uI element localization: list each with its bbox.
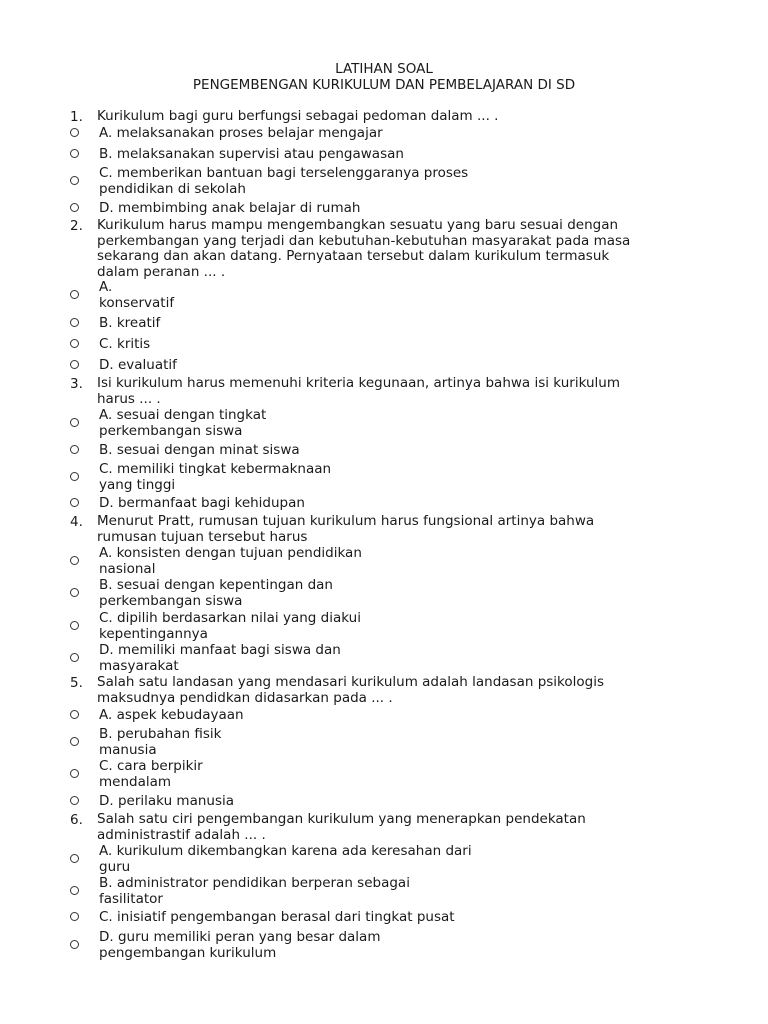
question-number: 3. [70,376,83,392]
question-number: 6. [70,812,83,828]
option-label: A. melaksanakan proses belajar mengajar [99,125,383,141]
option-radio[interactable] [70,418,79,427]
option-label: A. konservatif [99,279,175,311]
option-radio[interactable] [70,149,79,158]
option-radio[interactable] [70,498,79,507]
option-radio[interactable] [70,886,79,895]
question-number: 2. [70,218,83,234]
option-label: B. kreatif [99,315,161,331]
document-title: LATIHAN SOAL [335,61,433,77]
question-text: Isi kurikulum harus memenuhi kriteria kegunaan, artinya bahwa isi kurikulum harus ... . [97,375,620,407]
option-radio[interactable] [70,737,79,746]
option-radio[interactable] [70,621,79,630]
question-number: 1. [70,109,83,125]
option-label: B. administrator pendidikan berperan sebagai fasilitator [99,875,410,907]
option-radio[interactable] [70,556,79,565]
option-label: D. bermanfaat bagi kehidupan [99,495,305,511]
question-text: Kurikulum bagi guru berfungsi sebagai pedoman dalam ... . [97,108,499,124]
option-radio[interactable] [70,176,79,185]
question-number: 5. [70,675,83,691]
option-label: C. memiliki tingkat kebermaknaan yang tinggi [99,461,332,493]
option-label: D. perilaku manusia [99,793,235,809]
option-label: C. memberikan bantuan bagi terselenggaranya proses pendidikan di sekolah [99,165,469,197]
option-label: B. sesuai dengan kepentingan dan perkembangan siswa [99,577,333,609]
option-radio[interactable] [70,588,79,597]
option-radio[interactable] [70,472,79,481]
option-label: B. perubahan fisik manusia [99,726,222,758]
option-radio[interactable] [70,854,79,863]
option-label: B. sesuai dengan minat siswa [99,442,300,458]
question-text: Salah satu ciri pengembangan kurikulum yang menerapkan pendekatan administrastif adalah ... . [97,811,586,843]
question-text: Kurikulum harus mampu mengembangkan sesuatu yang baru sesuai dengan perkembangan yang terjadi dan kebutuhan-kebutuhan masyarakat pada masa sekarang dan akan datang. Pernyataan tersebut dalam kurikulum termasuk dalam peranan ... . [97,217,631,280]
option-label: D. membimbing anak belajar di rumah [99,200,361,216]
option-label: C. cara berpikir mendalam [99,758,203,790]
option-label: B. melaksanakan supervisi atau pengawasan [99,146,404,162]
option-label: A. konsisten dengan tujuan pendidikan nasional [99,545,362,577]
option-label: D. guru memiliki peran yang besar dalam pengembangan kurikulum [99,929,381,961]
option-radio[interactable] [70,360,79,369]
option-label: D. memiliki manfaat bagi siswa dan masyarakat [99,642,341,674]
question-text: Menurut Pratt, rumusan tujuan kurikulum harus fungsional artinya bahwa rumusan tujuan tersebut harus [97,513,595,545]
document-subtitle: PENGEMBENGAN KURIKULUM DAN PEMBELAJARAN DI SD [192,77,576,93]
option-radio[interactable] [70,796,79,805]
question-text: Salah satu landasan yang mendasari kurikulum adalah landasan psikologis maksudnya pendidkan didasarkan pada ... . [97,674,605,706]
option-label: A. sesuai dengan tingkat perkembangan siswa [99,407,267,439]
option-radio[interactable] [70,653,79,662]
option-label: D. evaluatif [99,357,177,373]
option-radio[interactable] [70,339,79,348]
option-radio[interactable] [70,128,79,137]
question-number: 4. [70,514,83,530]
option-radio[interactable] [70,912,79,921]
option-radio[interactable] [70,940,79,949]
option-radio[interactable] [70,290,79,299]
option-radio[interactable] [70,203,79,212]
option-radio[interactable] [70,710,79,719]
option-radio[interactable] [70,769,79,778]
option-label: A. kurikulum dikembangkan karena ada keresahan dari guru [99,843,472,875]
option-label: C. kritis [99,336,151,352]
option-label: C. inisiatif pengembangan berasal dari tingkat pusat [99,909,455,925]
option-radio[interactable] [70,318,79,327]
option-radio[interactable] [70,445,79,454]
option-label: C. dipilih berdasarkan nilai yang diakui kepentingannya [99,610,361,642]
option-label: A. aspek kebudayaan [99,707,244,723]
